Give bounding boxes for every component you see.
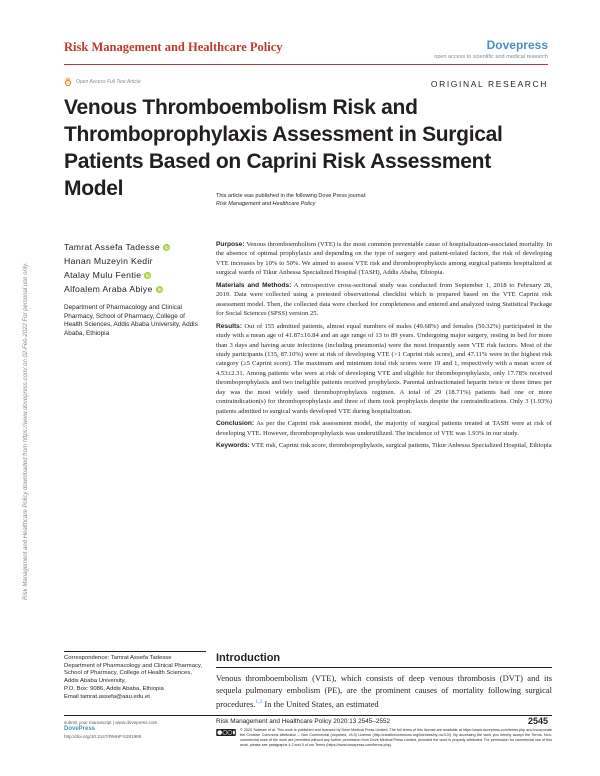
author-name: Tamrat Assefa Tadesse (64, 242, 160, 252)
introduction-text-part: In the United States, an estimated (262, 699, 379, 710)
footer-left (64, 719, 204, 740)
article-title: Venous Thromboembolism Risk and Thromboprophylaxis Assessment in Surgical Patients Based on Caprini Risk Assessment Model (64, 96, 503, 200)
abstract-text: VTE risk, Caprini risk score, thromboprophylaxis, surgical patients, Tikur Anbessa Specialized Hospital, Ethiopia (251, 442, 552, 450)
side-download-note (16, 180, 46, 600)
correspondence-block (64, 655, 204, 701)
footer-divider (64, 715, 552, 716)
abstract-text: Out of 155 admitted patients, almost equal numbers of males (49.68%) and females (50.32%) participated in the study with a mean age of 41.87±16.84 and an age range of 13 to 89 years. Undergoing major surgery, resting in bed for more than 3 days and having acute infections (including pneumonia) were the most frequently seen VTE risk factors. Most of the study participants (135, 87.10%) were at risk of developing VTE (>1 Caprini risk score), and 47.11% were in the highest risk category (≥5 Caprini score). The maximum and minimum total risk scores were 19 and 1, respectively with a mean score of 4.53±2.31. Among patients who were at risk of developing VTE and eligible for thromboprophylaxis, only 17.78% received thromboprophylaxis and two ineligible patients received prophylaxis. Parental unfractionated heparin twice or three times per day was the most widely used thromboprophylaxis regimen. A total of 29 (18.71%) patients had one or more contraindication(s) for thromboprophylaxis and three of them took prophylaxis despite the contraindications. Only 3 (1.93%) patients admitted to surgical wards developed VTE during hospitalization. (216, 322, 552, 415)
orcid-icon[interactable] (163, 244, 170, 251)
publisher-tagline: open access to scientific and medical research (434, 54, 548, 60)
open-access-label: Open Access Full Text Article (76, 79, 141, 85)
introduction-text-part: Venous thromboembolism (VTE), which consists of deep venous thrombosis (DVT) and its sequela pulmonary embolism (PE), are the prominent causes of mortality following surgical procedures. (216, 673, 552, 710)
creative-commons-icon[interactable] (216, 729, 236, 736)
introduction-heading: Introduction (216, 652, 281, 664)
abstract-text: A retrospective cross-sectional study was conducted from September 1, 2018 to February 28, 2019. Data were collected using a pretested observational checklist which is prepared based on the VTE Caprini risk assessment model. Then, the collected data were checked for completeness and entered and analyzed using Statistical Package for Social Sciences (SPSS) version 25. (216, 281, 552, 318)
submit-manuscript-link[interactable]: submit your manuscript | www.dovepress.com (64, 720, 158, 725)
page-number: 2545 (527, 716, 548, 726)
abstract-conclusion (216, 419, 552, 438)
license-row (216, 728, 552, 748)
abstract-label: Keywords: (216, 442, 250, 450)
correspondence-department: Department of Pharmacology and Clinical Pharmacy, School of Pharmacy, College of Health Sciences, Addis Ababa University, (64, 662, 203, 685)
publisher-name: Dovepress (486, 38, 548, 52)
open-access-lock-icon (64, 78, 72, 86)
author-item (64, 254, 204, 268)
journal-name: Risk Management and Healthcare Policy (64, 40, 283, 54)
author-affiliation: Department of Pharmacology and Clinical Pharmacy, School of Pharmacy, College of Health Sciences, Addis Ababa University, Addis Ababa, Ethiopia (64, 304, 198, 337)
dovepress-footer-logo[interactable]: DovePress (64, 726, 96, 732)
abstract (216, 240, 552, 454)
publication-note (216, 192, 366, 208)
abstract-text: As per the Caprini risk assessment model, the majority of surgical patients treated at TASH were at risk of developing VTE. However, thromboprophylaxis was underutilized. The incidence of VTE was 1.93% in our study. (216, 420, 552, 437)
orcid-icon[interactable] (144, 272, 151, 279)
open-access-line (64, 78, 141, 86)
correspondence-email[interactable]: Email tamrat.assefa@aau.edu.et (64, 693, 150, 700)
correspondence-address: P.O. Box: 9086, Addis Ababa, Ethiopia (64, 685, 164, 692)
author-name: Alfoalem Araba Abiye (64, 284, 153, 294)
introduction-divider (216, 667, 552, 668)
license-text: © 2020 Tadesse et al. This work is published and licensed by Dove Medical Press Limited. The full terms of this license are available at https://www.dovepress.com/terms.php and incorporate the Creative Commons Attribution – Non Commercial (unported, v3.0) License (http://creativecommons.org/licenses/by-nc/3.0/). By accessing the work you hereby accept the Terms. Non-commercial uses of the work are permitted without any further permission from Dove Medical Press Limited, provided the work is properly attributed. For permission for commercial use of this work, please see paragraphs 4.2 and 5 of our Terms (https://www.dovepress.com/terms.php). (240, 728, 552, 748)
orcid-icon[interactable] (156, 286, 163, 293)
publication-note-journal[interactable]: Risk Management and Healthcare Policy (216, 201, 316, 207)
side-download-note-text: Risk Management and Healthcare Policy downloaded from https://www.dovepress.com/ on 02-Feb-2022 For personal use only. (23, 262, 29, 600)
author-item (64, 268, 204, 282)
abstract-results (216, 322, 552, 417)
abstract-label: Purpose: (216, 241, 245, 248)
doi-link[interactable]: http://doi.org/10.2147/RMHP.S281965 (64, 734, 142, 739)
abstract-purpose (216, 240, 552, 278)
abstract-methods (216, 281, 552, 319)
abstract-text: Venous thromboembolism (VTE) is the most common preventable cause of hospitalization-associated mortality. In the absence of optimal prophylaxis and depending on the type of surgery and patient-related factors, the risk of developing VTE increases by 10% to 50%. We aimed to assess VTE risk and thromboprophylaxis among surgical patients hospitalized at surgical wards of Tikur Anbessa Specialized Hospital (TASH), Addis Ababa, Ethiopia. (216, 241, 553, 277)
author-name: Hanan Muzeyin Kedir (64, 256, 153, 266)
abstract-label: Results: (216, 322, 243, 330)
abstract-label: Materials and Methods: (216, 281, 292, 289)
author-name: Atalay Mulu Fentie (64, 270, 142, 280)
header-divider (64, 64, 548, 65)
abstract-keywords (216, 441, 552, 450)
correspondence-name: Correspondence: Tamrat Assefa Tadesse (64, 655, 172, 661)
author-list (64, 240, 204, 296)
correspondence-divider (64, 651, 206, 652)
footer-citation: Risk Management and Healthcare Policy 2020:13 2545–2552 (216, 718, 391, 725)
publication-note-line: This article was published in the following Dove Press journal: (216, 193, 367, 199)
abstract-label: Conclusion: (216, 420, 255, 428)
article-type: ORIGINAL RESEARCH (430, 79, 548, 89)
author-item (64, 240, 204, 254)
introduction-text (216, 672, 552, 710)
publisher-logo[interactable] (434, 38, 548, 60)
author-item (64, 282, 204, 296)
citation-link[interactable]: 1,2 (255, 699, 263, 706)
